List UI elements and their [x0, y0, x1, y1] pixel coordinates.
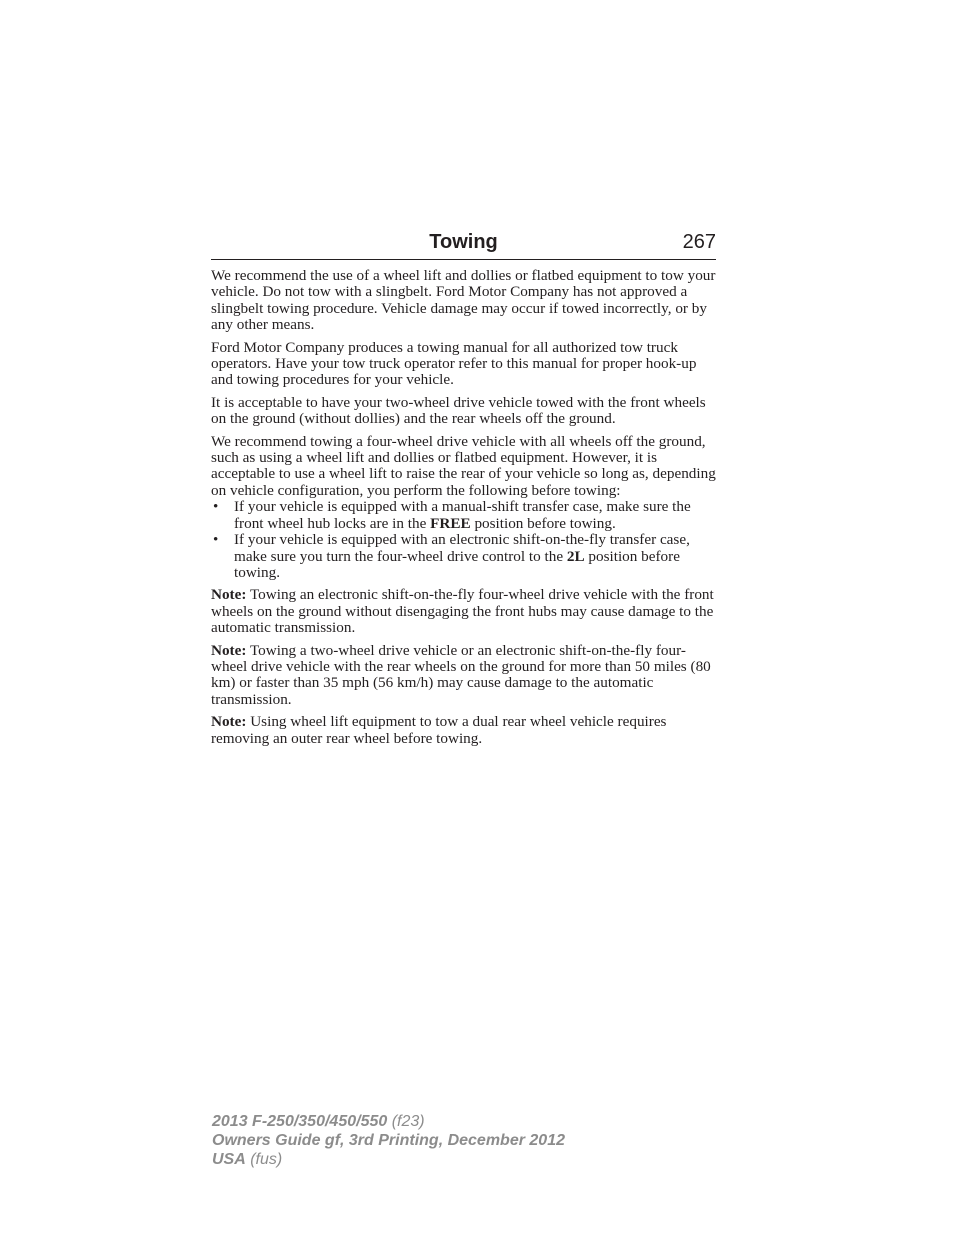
note-text: Using wheel lift equipment to tow a dual rear wheel vehicle requires removing an outer rear wheel before towing.: [211, 713, 667, 747]
note-label: Note:: [211, 641, 247, 659]
bullet-list: [211, 499, 716, 581]
bullet-icon: •: [213, 498, 219, 516]
page-header: [211, 229, 716, 260]
bullet-text: If your vehicle is equipped with a manual-shift transfer case, make sure the front wheel hub locks are in the: [234, 498, 691, 532]
bullet-text: position before towing.: [470, 514, 616, 532]
paragraph-wheel-lift: We recommend the use of a wheel lift and dollies or flatbed equipment to tow your vehicle. Do not tow with a slingbelt. Ford Motor Company has not approved a slingbelt towing procedure. Vehicle damage may occur if towed incorrectly, or by any other means.: [211, 267, 716, 334]
bullet-bold-term: 2L: [566, 547, 585, 565]
bullet-text: If your vehicle is equipped with an electronic shift-on-the-fly transfer case, make sure you turn the four-wheel drive control to the: [234, 531, 690, 565]
section-title: Towing: [429, 231, 498, 253]
paragraph-towing-manual: Ford Motor Company produces a towing manual for all authorized tow truck operators. Have your tow truck operator refer to this manual for proper hook-up and towing procedures for your vehicle.: [211, 338, 697, 389]
note-label: Note:: [211, 713, 247, 731]
note-text: Towing a two-wheel drive vehicle or an electronic shift-on-the-fly four-wheel drive vehicle with the rear wheels on the ground for more than 50 miles (80 km) or faster than 35 mph (56 km/h) may cause damage to the automatic transmission.: [211, 641, 711, 708]
list-item: [211, 532, 716, 581]
bullet-icon: •: [213, 531, 219, 549]
body-text: [211, 268, 716, 753]
page-footer: [212, 1112, 565, 1169]
paragraph-two-wheel-drive: It is acceptable to have your two-wheel drive vehicle towed with the front wheels on the ground (without dollies) and the rear wheels off the ground.: [211, 393, 706, 428]
note-text: Towing an electronic shift-on-the-fly four-wheel drive vehicle with the front wheels on the ground without disengaging the front hubs may cause damage to the automatic transmission.: [211, 586, 714, 637]
footer-model-line: 2013 F-250/350/450/550 (f23): [212, 1113, 425, 1130]
paragraph-four-wheel-drive: We recommend towing a four-wheel drive vehicle with all wheels off the ground, such as using a wheel lift and dollies or flatbed equipment. However, it is acceptable to use a wheel lift to raise the rear of your vehicle so long as, depending on vehicle configuration, you perform the following before towing:: [211, 432, 716, 499]
bullet-text: position before towing.: [234, 547, 680, 581]
footer-printing-line: Owners Guide gf, 3rd Printing, December 2012: [212, 1132, 565, 1149]
footer-market-line: USA (fus): [212, 1151, 283, 1168]
note-rear-wheels: [211, 643, 716, 709]
bullet-bold-term: FREE: [430, 514, 471, 532]
page-number: 267: [682, 231, 716, 253]
note-dual-rear-wheel: [211, 714, 716, 747]
note-front-hubs: [211, 587, 716, 636]
note-label: Note:: [211, 586, 247, 604]
list-item: [211, 499, 716, 532]
